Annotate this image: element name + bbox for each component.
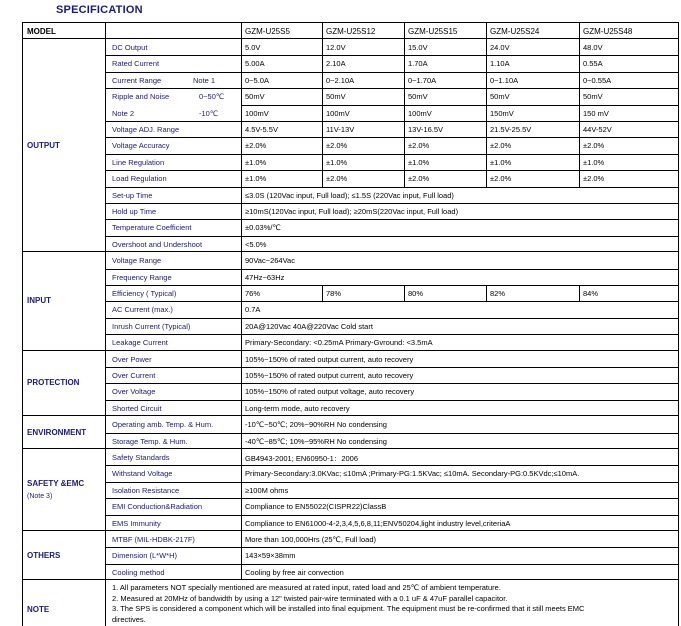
spec-value: 15.0V bbox=[408, 43, 428, 52]
spec-value: 1.70A bbox=[408, 59, 428, 69]
row-label: EMI Conduction&Radiation bbox=[112, 502, 203, 512]
section-protection bbox=[23, 351, 678, 417]
table-header-row bbox=[23, 23, 678, 39]
spec-value: 2.10A bbox=[326, 59, 346, 69]
row-label: Cooling method bbox=[112, 567, 165, 577]
row-label: Note 2 bbox=[112, 108, 135, 118]
spec-value: ±1.0% bbox=[583, 157, 605, 167]
spec-value: ±1.0% bbox=[408, 157, 430, 167]
row-label: Overshoot and Undershoot bbox=[112, 239, 203, 249]
spec-value: 13V-16.5V bbox=[408, 125, 444, 134]
row-label: Current Range bbox=[112, 75, 162, 85]
note-line: 3. The SPS is considered a component which will be installed into final equipment. The equipment must be re-confirmed that it still meets EMC bbox=[112, 604, 585, 614]
spec-value: 143×59×38mm bbox=[245, 551, 296, 561]
section-name: PROTECTION bbox=[27, 378, 80, 388]
spec-value: 100mV bbox=[408, 108, 432, 118]
spec-value: ±1.0% bbox=[490, 157, 512, 167]
row-label: Voltage ADJ. Range bbox=[112, 125, 180, 134]
spec-value: Compliance to EN55022(CISPR22)ClassB bbox=[245, 502, 387, 512]
spec-value: Long-term mode, auto recovery bbox=[245, 403, 350, 413]
row-label: MTBF (MIL-HDBK-217F) bbox=[112, 535, 195, 544]
spec-value: 50mV bbox=[583, 92, 603, 102]
spec-value: ≥10mS(120Vac input, Full load); ≥20mS(220Vac input, Full load) bbox=[245, 207, 459, 216]
spec-value: ±2.0% bbox=[583, 174, 605, 184]
row-label: EMS Immunity bbox=[112, 518, 161, 528]
model-name: GZM-U25S12 bbox=[326, 27, 376, 36]
spec-value: 82% bbox=[490, 288, 506, 298]
spec-value: 0~0.55A bbox=[583, 75, 612, 85]
page-title: SPECIFICATION bbox=[56, 4, 143, 16]
spec-value: 50mV bbox=[490, 92, 510, 102]
spec-value: 48.0V bbox=[583, 43, 603, 52]
spec-value: 150 mV bbox=[583, 108, 609, 118]
spec-value: 50mV bbox=[326, 92, 346, 102]
row-label: Load Regulation bbox=[112, 174, 167, 184]
spec-value: 5.00A bbox=[245, 59, 265, 69]
spec-value: Primary-Secondary: <0.25mA Primary-Gvround: <3.5mA bbox=[245, 338, 433, 348]
spec-value: 100mV bbox=[245, 108, 269, 118]
spec-value: 0~2.10A bbox=[326, 75, 355, 85]
row-label: Rated Current bbox=[112, 59, 160, 69]
spec-value: 50mV bbox=[245, 92, 265, 102]
spec-value: ≤3.0S (120Vac input, Full load); ≤1.5S (220Vac input, Full load) bbox=[245, 190, 454, 200]
spec-value: ±2.0% bbox=[326, 141, 348, 151]
row-label: Voltage Accuracy bbox=[112, 141, 170, 151]
spec-value: 0~1.10A bbox=[490, 75, 519, 85]
spec-value: 24.0V bbox=[490, 43, 510, 52]
spec-value: <5.0% bbox=[245, 239, 267, 249]
spec-value: -10℃~50℃; 20%~90%RH No condensing bbox=[245, 420, 387, 430]
row-label: Over Current bbox=[112, 370, 156, 380]
section-name: OTHERS bbox=[27, 550, 61, 560]
spec-value: ±2.0% bbox=[490, 141, 512, 151]
row-label: Leakage Current bbox=[112, 338, 168, 348]
row-label: Storage Temp. & Hum. bbox=[112, 436, 188, 446]
spec-value: 90Vac~264Vac bbox=[245, 256, 295, 266]
spec-value: 80% bbox=[408, 288, 424, 298]
section-note-ref: (Note 3) bbox=[27, 493, 53, 500]
row-label: Ripple and Noise bbox=[112, 92, 170, 102]
row-label: DC Output bbox=[112, 43, 148, 52]
spec-value: 105%~150% of rated output voltage, auto recovery bbox=[245, 387, 415, 397]
section-name: ENVIRONMENT bbox=[27, 427, 87, 437]
row-label: Over Power bbox=[112, 354, 152, 364]
section-name: OUTPUT bbox=[27, 140, 60, 150]
row-label: Safety Standards bbox=[112, 453, 170, 462]
row-note: -10℃ bbox=[199, 108, 219, 118]
spec-value: More than 100,000Hrs (25℃, Full load) bbox=[245, 535, 376, 544]
model-name: GZM-U25S48 bbox=[583, 27, 633, 36]
row-label: Temperature Coefficient bbox=[112, 223, 192, 233]
note-line: 1. All parameters NOT specially mentioned are measured at rated input, rated load and 25℃ of ambient temperature. bbox=[112, 583, 501, 593]
spec-value: 20A@120Vac 40A@220Vac Cold start bbox=[245, 321, 373, 331]
spec-value: 0.7A bbox=[245, 305, 261, 315]
spec-value: 47Hz~63Hz bbox=[245, 272, 285, 282]
row-label: Voltage Range bbox=[112, 256, 162, 266]
spec-value: GB4943-2001; EN60950-1：2006 bbox=[245, 454, 358, 463]
row-label: AC Current (max.) bbox=[112, 305, 173, 315]
spec-value: ±2.0% bbox=[245, 141, 267, 151]
spec-value: 21.5V-25.5V bbox=[490, 125, 532, 134]
section-input bbox=[23, 252, 678, 350]
spec-value: Compliance to EN61000-4-2,3,4,5,6,8,11;ENV50204,light industry level,criteriaA bbox=[245, 518, 511, 528]
spec-value: 105%~150% of rated output current, auto recovery bbox=[245, 354, 414, 364]
spec-value: ±2.0% bbox=[408, 174, 430, 184]
note-line: 2. Measured at 20MHz of bandwidth by using a 12" twisted pair-wire terminated with a 0.1 uF & 47uF parallel capacitor. bbox=[112, 593, 508, 603]
spec-value: 1.10A bbox=[490, 59, 510, 69]
row-label: Dimension (L*W*H) bbox=[112, 551, 178, 561]
row-label: Shorted Circuit bbox=[112, 403, 162, 413]
spec-value: 4.5V-5.5V bbox=[245, 125, 278, 134]
model-name: GZM-U25S24 bbox=[490, 27, 540, 36]
spec-value: 100mV bbox=[326, 108, 350, 118]
section-output bbox=[23, 39, 678, 252]
spec-value: ±1.0% bbox=[245, 174, 267, 184]
specification-table bbox=[22, 22, 679, 626]
row-note: 0~50℃ bbox=[199, 92, 225, 102]
section-others bbox=[23, 531, 678, 580]
spec-value: 150mV bbox=[490, 108, 514, 118]
model-header: MODEL bbox=[27, 27, 56, 36]
row-note: Note 1 bbox=[193, 75, 216, 85]
spec-value: ±0.03%/℃ bbox=[245, 223, 281, 233]
spec-value: 0~5.0A bbox=[245, 75, 269, 85]
spec-value: 11V-13V bbox=[326, 125, 355, 134]
model-name: GZM-U25S5 bbox=[245, 27, 290, 36]
spec-value: ±2.0% bbox=[490, 174, 512, 184]
row-label: Set-up Time bbox=[112, 190, 153, 200]
spec-value: Primary-Secondary:3.0KVac; ≤10mA ;Primary-PG:1.5KVac; ≤10mA. Secondary-PG:0.5KVdc;≤10mA. bbox=[245, 469, 580, 479]
spec-value: ±2.0% bbox=[326, 174, 348, 184]
section-name: SAFETY &EMC bbox=[27, 479, 85, 488]
row-label: Hold up Time bbox=[112, 207, 157, 216]
note-line: directives. bbox=[112, 614, 146, 624]
section-name: NOTE bbox=[27, 605, 50, 615]
model-name: GZM-U25S15 bbox=[408, 27, 458, 36]
row-label: Efficiency ( Typical) bbox=[112, 288, 177, 298]
section-note bbox=[23, 580, 678, 626]
spec-value: Cooling by free air convection bbox=[245, 567, 344, 577]
section-name: INPUT bbox=[27, 296, 51, 306]
spec-value: 5.0V bbox=[245, 43, 261, 52]
section-environment bbox=[23, 416, 678, 449]
spec-value: 44V-52V bbox=[583, 125, 612, 134]
row-label: Over Voltage bbox=[112, 387, 156, 397]
row-label: Isolation Resistance bbox=[112, 485, 180, 495]
spec-value: 0~1.70A bbox=[408, 75, 437, 85]
spec-value: 50mV bbox=[408, 92, 428, 102]
spec-value: -40℃~85℃; 10%~95%RH No condensing bbox=[245, 436, 387, 446]
spec-value: ±2.0% bbox=[583, 141, 605, 151]
row-label: Withstand Voltage bbox=[112, 469, 173, 479]
row-label: Inrush Current (Typical) bbox=[112, 321, 191, 331]
spec-value: 12.0V bbox=[326, 43, 346, 52]
spec-value: 0.55A bbox=[583, 59, 603, 69]
spec-value: 78% bbox=[326, 288, 342, 298]
row-label: Operating amb. Temp. & Hum. bbox=[112, 420, 214, 430]
spec-value: 76% bbox=[245, 288, 261, 298]
spec-value: ±1.0% bbox=[326, 157, 348, 167]
row-label: Line Regulation bbox=[112, 157, 165, 167]
spec-value: ≥100M ohms bbox=[245, 485, 289, 495]
row-label: Frequency Range bbox=[112, 272, 172, 282]
spec-value: 84% bbox=[583, 288, 599, 298]
spec-value: 105%~150% of rated output current, auto recovery bbox=[245, 370, 414, 380]
spec-value: ±1.0% bbox=[245, 157, 267, 167]
spec-value: ±2.0% bbox=[408, 141, 430, 151]
section-safety bbox=[23, 449, 678, 531]
